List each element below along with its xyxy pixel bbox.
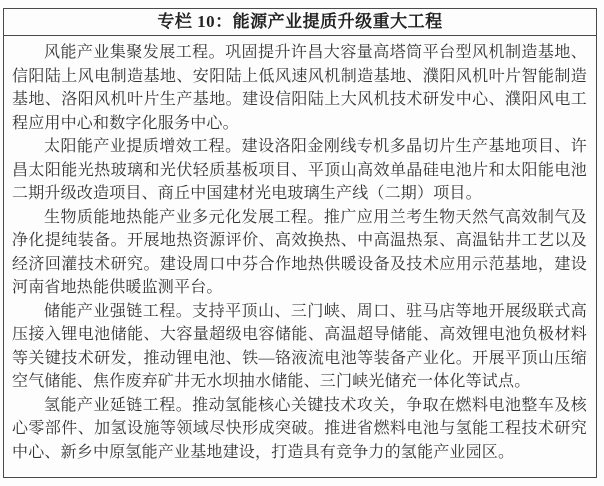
paragraph-wind-energy: 风能产业集聚发展工程。巩固提升许昌大容量高塔筒平台型风机制造基地、信阳陆上风电制造基地、安阳陆上低风速风机制造基地、濮阳风机叶片智能制造基地、洛阳风机叶片生产基地。建设信阳陆上大风机技术研发中心、濮阳风电工程应用中心和数字化服务中心。: [12, 44, 587, 132]
paragraph-hydrogen-energy: 氢能产业延链工程。推动氢能核心关键技术攻关，争取在燃料电池整车及核心零部件、加氢设施等领域尽快形成突破。推进省燃料电池与氢能工程技术研究中心、新乡中原氢能产业基地建设，打造具有竞争力的氢能产业园区。: [12, 396, 587, 461]
column-title: 专栏 10：能源产业提质升级重大工程: [4, 9, 596, 36]
column-box: [3, 8, 597, 478]
column-body: [4, 36, 596, 464]
paragraph-solar-energy: 太阳能产业提质增效工程。建设洛阳金刚线专机多晶切片生产基地项目、许昌太阳能光热玻璃和光伏轻质基板项目、平顶山高效单晶硅电池片和太阳能电池二期升级改造项目、商丘中国建材光电玻璃生产线（二期）项目。: [12, 138, 587, 202]
paragraph-biomass-geothermal: 生物质能地热能产业多元化发展工程。推广应用兰考生物天然气高效制气及净化提纯装备。开展地热资源评价、高效换热、中高温热泵、高温钻井工艺以及经济回灌技术研究。建设周口中芬合作地热供暖设备及技术应用示范基地，建设河南省地热能供暖监测平台。: [12, 208, 587, 296]
paragraph-energy-storage: 储能产业强链工程。支持平顶山、三门峡、周口、驻马店等地开展级联式高压接入锂电池储能、大容量超级电容储能、高温超导储能、高效锂电池负极材料等关键技术研发，推动锂电池、铁—铬液流电池等装备产业化。开展平顶山压缩空气储能、焦作废弃矿井无水坝抽水储能、三门峡光储充一体化等试点。: [12, 302, 587, 390]
